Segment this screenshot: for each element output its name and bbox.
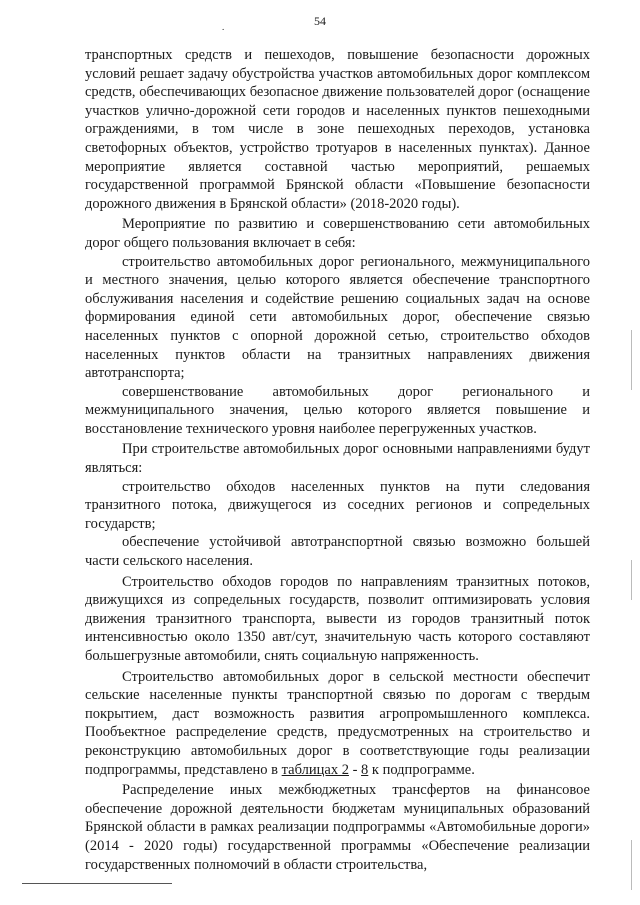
paragraph-text: Строительство автомобильных дорог в сельской местности обеспечит сельские населенные пункты транспортной связью по дорогам с твердым покрытием, даст возможность развития агропромышленного комплекса. Пообъектное распределение средств, предусмотренных на строительство и реконструкцию автомобильных дорог в соответствующие годы реализации подпрограммы, представлено в bbox=[85, 668, 590, 778]
table-reference-link[interactable]: таблицах 2 bbox=[281, 761, 349, 778]
paragraph: Мероприятие по развитию и совершенствованию сети автомобильных дорог общего пользования включает в себя: bbox=[85, 216, 590, 251]
footer-rule bbox=[22, 883, 172, 884]
stray-mark: . bbox=[222, 22, 225, 32]
paragraph-text: - bbox=[348, 761, 362, 778]
paragraph: Строительство обходов городов по направлениям транзитных потоков, движущихся из сопредельных государств, позволит оптимизировать условия движения транзитного транспорта, вывести из городов транзитный поток интенсивностью около 1350 авт/сут, значительную часть которого составляют большегрузные автомобили, снять социальную напряженность. bbox=[85, 573, 590, 664]
paragraph: строительство обходов населенных пунктов на пути следования транзитного потока, движущегося из соседних регионов и сопредельных государств; bbox=[85, 478, 590, 532]
paragraph: совершенствование автомобильных дорог регионального и межмуниципального значения, целью которого является повышение и восстановление технического уровня наиболее перегруженных участков. bbox=[85, 383, 590, 437]
paragraph: транспортных средств и пешеходов, повышение безопасности дорожных условий решает задачу обустройства участков автомобильных дорог комплексом средств, обеспечивающих безопасное движение пользователей дорог (оснащение участков улично-дорожной сети городов и населенных пунктов пешеходными ограждениями, в том числе в зоне пешеходных переходов, установка светофорных объектов, устройство тротуаров в населенных пунктах). Данное мероприятие является составной частью мероприятий, решаемых государственной программой Брянской области «Повышение безопасности дорожного движения в Брянской области» (2018-2020 годы). bbox=[85, 47, 590, 212]
page-number: 54 bbox=[314, 14, 326, 28]
paragraph-text: к подпрограмме. bbox=[368, 761, 475, 778]
table-reference-link[interactable]: 8 bbox=[361, 761, 369, 778]
scan-artifact bbox=[631, 330, 632, 390]
scan-artifact bbox=[631, 840, 632, 890]
document-body bbox=[85, 46, 590, 874]
paragraph: Распределение иных межбюджетных трансфертов на финансовое обеспечение дорожной деятельности бюджетам муниципальных образований Брянской области в рамках реализации подпрограммы «Автомобильные дороги» (2014 - 2020 годы) государственной программы «Обеспечение реализации государственных полномочий в области строительства, bbox=[85, 782, 590, 873]
paragraph: При строительстве автомобильных дорог основными направлениями будут являться: bbox=[85, 441, 590, 477]
paragraph bbox=[85, 668, 590, 780]
paragraph: обеспечение устойчивой автотранспортной связью возможно большей части сельского населения. bbox=[85, 534, 590, 570]
scan-artifact bbox=[631, 560, 632, 600]
paragraph: строительство автомобильных дорог регионального, межмуниципального и местного значения, целью которого является обеспечение транспортного обслуживания населения и содействие решению социальных задач на основе формирования единой сети автомобильных дорог, обеспечение связью населенных пунктов с опорной дорожной сетью, строительство обходов населенных пунктов области на транзитных направлениях движения автотранспорта; bbox=[85, 253, 590, 382]
